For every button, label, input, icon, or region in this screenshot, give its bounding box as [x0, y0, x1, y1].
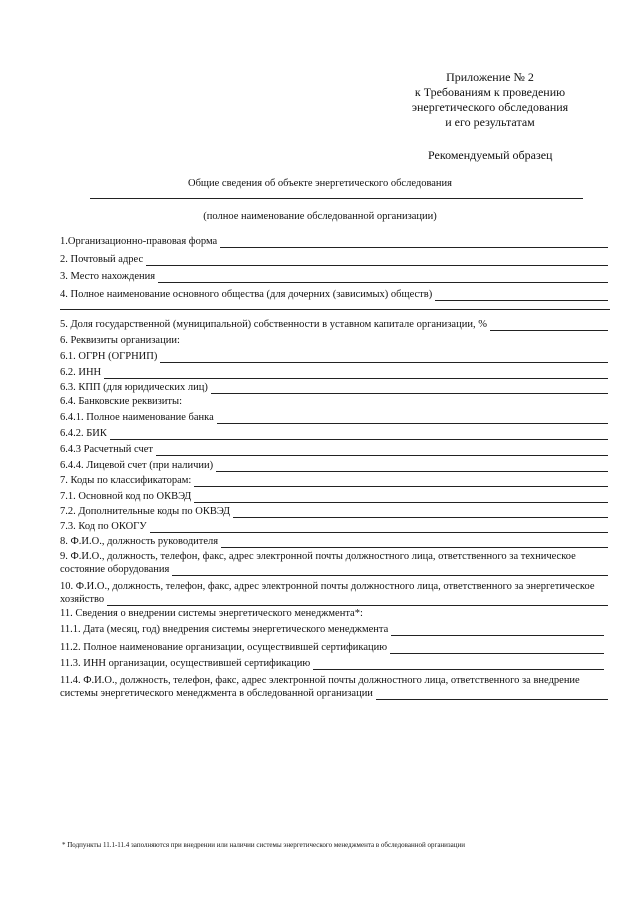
field-line[interactable]: [110, 429, 608, 440]
field-classifier-codes[interactable]: [60, 474, 608, 487]
field-label: 6.4.3 Расчетный счет: [60, 444, 154, 455]
field-line[interactable]: [391, 625, 604, 636]
field-label: 7.3. Код по ОКОГУ: [60, 521, 147, 532]
field-line[interactable]: [221, 537, 608, 548]
field-line[interactable]: [211, 383, 608, 394]
field-parent-company-extra-line[interactable]: [60, 309, 610, 310]
field-parent-company[interactable]: [60, 288, 608, 301]
field-line[interactable]: [194, 492, 608, 503]
field-okved-main[interactable]: [60, 490, 608, 503]
field-line[interactable]: [220, 237, 608, 248]
field-em-date[interactable]: [60, 623, 604, 636]
field-line[interactable]: [390, 643, 604, 654]
field-label: 11.2. Полное наименование организации, осуществившей сертификацию: [60, 642, 388, 653]
field-label: 11.3. ИНН организации, осуществившей сертификацию: [60, 658, 311, 669]
field-kpp[interactable]: [60, 381, 608, 394]
field-label: 7.2. Дополнительные коды по ОКВЭД: [60, 506, 231, 517]
field-location[interactable]: [60, 270, 608, 283]
field-technical-responsible[interactable]: [60, 550, 608, 576]
field-label-continued: хозяйство: [60, 594, 105, 605]
field-bik[interactable]: [60, 427, 608, 440]
field-line[interactable]: [146, 255, 608, 266]
field-label: 1.Организационно-правовая форма: [60, 236, 218, 247]
organization-name-field[interactable]: [90, 198, 583, 199]
field-label: 10. Ф.И.О., должность, телефон, факс, адрес электронной почты должностного лица, ответственного за энергетическое: [60, 581, 595, 592]
field-label: 5. Доля государственной (муниципальной) собственности в уставном капитале организации, %: [60, 319, 487, 330]
section-requisites: [60, 334, 608, 347]
field-label: 6.4.1. Полное наименование банка: [60, 412, 214, 423]
field-energy-responsible[interactable]: [60, 580, 608, 606]
field-line[interactable]: [107, 595, 608, 606]
field-label: 11.4. Ф.И.О., должность, телефон, факс, адрес электронной почты должностного лица, ответственного за внедрение: [60, 675, 580, 686]
field-line[interactable]: [216, 461, 608, 472]
footnote: * Подпункты 11.1-11.4 заполняются при внедрении или наличии системы энергетического менеджмента в обследованной организации: [62, 841, 466, 849]
field-label: 6.4.4. Лицевой счет (при наличии): [60, 460, 214, 471]
field-em-cert-inn[interactable]: [60, 657, 604, 670]
appendix-line-3: энергетического обследования: [411, 100, 569, 114]
field-okved-additional[interactable]: [60, 505, 608, 518]
field-okogu[interactable]: [60, 520, 608, 533]
field-legal-form[interactable]: [60, 235, 608, 248]
field-bank-name[interactable]: [60, 411, 608, 424]
field-inn[interactable]: [60, 366, 608, 379]
field-label: 8. Ф.И.О., должность руководителя: [60, 536, 219, 547]
section-label: 6. Реквизиты организации:: [60, 335, 180, 346]
field-label: 7. Коды по классификаторам:: [60, 475, 192, 486]
field-line[interactable]: [172, 565, 608, 576]
field-ogrn[interactable]: [60, 350, 608, 363]
field-label: 3. Место нахождения: [60, 271, 156, 282]
section-label: 11. Сведения о внедрении системы энергетического менеджмента*:: [60, 608, 363, 619]
field-line[interactable]: [150, 522, 608, 533]
field-em-cert-org[interactable]: [60, 641, 604, 654]
field-label: 4. Полное наименование основного общества (для дочерних (зависимых) обществ): [60, 289, 433, 300]
field-settlement-account[interactable]: [60, 443, 608, 456]
field-label: 11.1. Дата (месяц, год) внедрения системы энергетического менеджмента: [60, 624, 389, 635]
organization-name-caption: (полное наименование обследованной организации): [203, 211, 437, 222]
field-line[interactable]: [160, 352, 608, 363]
field-line[interactable]: [104, 368, 608, 379]
field-line[interactable]: [158, 272, 608, 283]
field-line[interactable]: [313, 659, 604, 670]
field-label: 6.2. ИНН: [60, 367, 102, 378]
field-line[interactable]: [194, 476, 608, 487]
field-line[interactable]: [376, 689, 608, 700]
field-label: 6.4.2. БИК: [60, 428, 107, 439]
field-label: 6.1. ОГРН (ОГРНИП): [60, 351, 158, 362]
field-line[interactable]: [217, 413, 608, 424]
field-postal-address[interactable]: [60, 253, 608, 266]
recommended-sample-label: Рекомендуемый образец: [428, 148, 553, 162]
appendix-number: Приложение № 2: [446, 70, 534, 84]
section-bank: [60, 395, 608, 408]
field-label: 7.1. Основной код по ОКВЭД: [60, 491, 192, 502]
section-label: 6.4. Банковские реквизиты:: [60, 396, 182, 407]
field-label: 9. Ф.И.О., должность, телефон, факс, адрес электронной почты должностного лица, ответственного за техническое: [60, 551, 576, 562]
field-state-share[interactable]: [60, 318, 608, 331]
field-line[interactable]: [490, 320, 608, 331]
field-label-continued: системы энергетического менеджмента в обследованной организации: [60, 688, 373, 699]
field-line[interactable]: [156, 445, 608, 456]
section-energy-management: [60, 607, 608, 620]
field-label-continued: состояние оборудования: [60, 564, 170, 575]
field-label: 2. Почтовый адрес: [60, 254, 144, 265]
field-line[interactable]: [435, 290, 608, 301]
field-label: 6.3. КПП (для юридических лиц): [60, 382, 208, 393]
field-personal-account[interactable]: [60, 459, 608, 472]
appendix-header: [380, 70, 600, 130]
field-em-responsible[interactable]: [60, 674, 608, 700]
appendix-line-4: и его результатам: [445, 115, 535, 129]
field-director[interactable]: [60, 535, 608, 548]
field-line[interactable]: [233, 507, 608, 518]
form-title: Общие сведения об объекте энергетического обследования: [188, 178, 452, 189]
appendix-line-2: к Требованиям к проведению: [414, 85, 566, 99]
